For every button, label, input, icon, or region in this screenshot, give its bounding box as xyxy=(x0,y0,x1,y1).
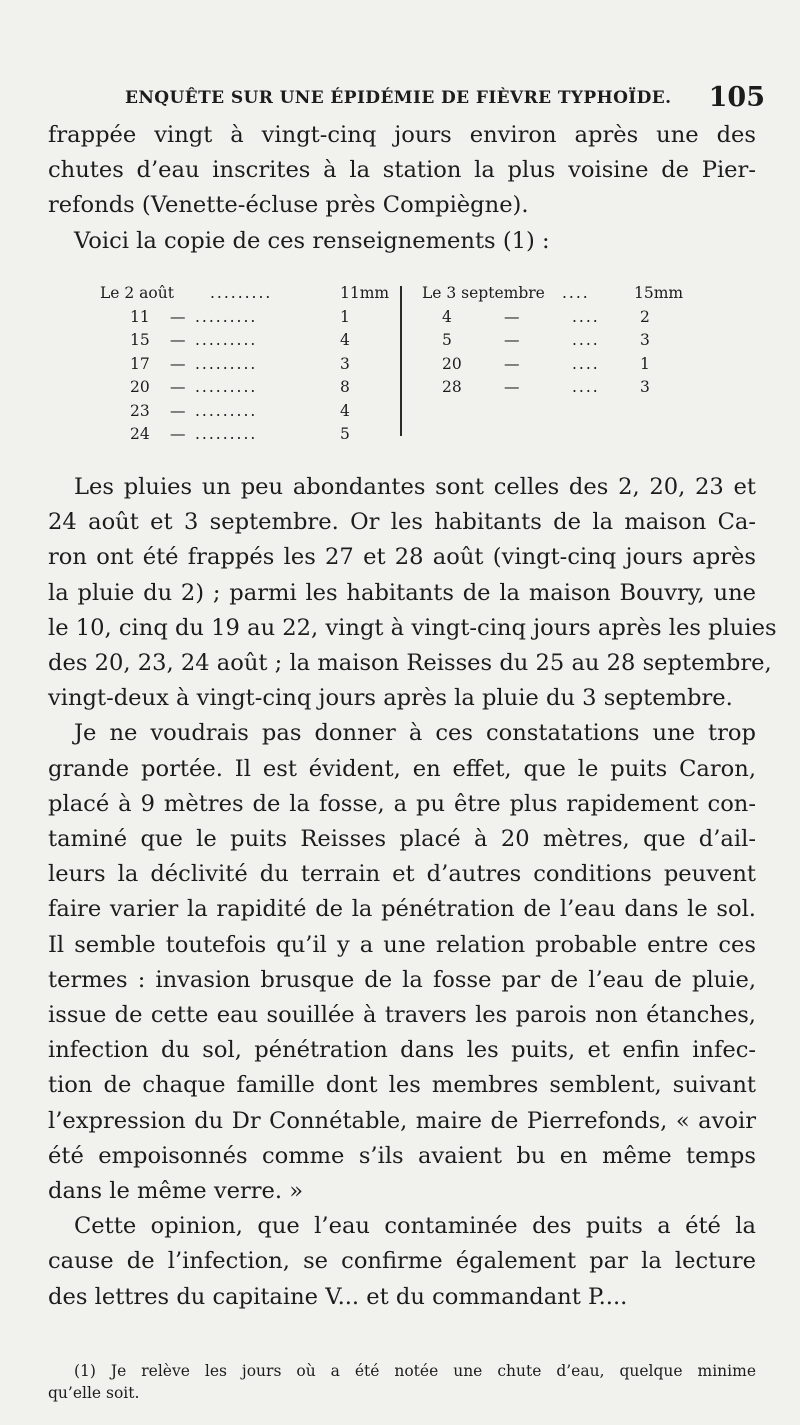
row-value: 3 xyxy=(340,354,350,373)
text-line: placé à 9 mètres de la fosse, a pu être plus rapidement con- xyxy=(48,790,756,817)
row-date: 11 xyxy=(130,307,150,326)
table-row xyxy=(422,376,712,400)
paragraph-continuation xyxy=(48,118,756,259)
text-line: la pluie du 2) ; parmi les habitants de la maison Bouvry, une xyxy=(48,579,756,606)
row-dash: — xyxy=(504,378,520,396)
row-value: 1 xyxy=(340,307,350,326)
text-line: grande portée. Il est évident, en effet, que le puits Caron, xyxy=(48,755,756,782)
text-line: chutes d’eau inscrites à la station la plus voisine de Pier- xyxy=(48,157,756,184)
footnote-line: (1) Je relève les jours où a été notée une chute d’eau, quelque minime xyxy=(74,1362,756,1380)
text-line: frappée vingt à vingt-cinq jours environ après une des xyxy=(48,122,756,148)
column-divider xyxy=(400,286,402,436)
table-row xyxy=(100,423,390,447)
row-date: 17 xyxy=(130,354,150,373)
row-value: 11mm xyxy=(340,284,390,302)
row-dash: — xyxy=(170,401,186,420)
row-date: 24 xyxy=(130,425,150,443)
row-value: 5 xyxy=(340,425,350,443)
row-leader: .... xyxy=(572,378,600,396)
row-value: 4 xyxy=(340,331,350,349)
table-row xyxy=(422,329,712,353)
text-line: été empoisonnés comme s’ils avaient bu en même temps xyxy=(48,1142,756,1169)
text-line: faire varier la rapidité de la pénétration de l’eau dans le sol. xyxy=(48,896,756,923)
paragraph-caution xyxy=(48,716,756,1209)
table-row xyxy=(422,353,712,377)
row-dash: — xyxy=(504,307,520,326)
footnote xyxy=(48,1360,756,1404)
page-number: 105 xyxy=(708,82,765,113)
text-line: des 20, 23, 24 août ; la maison Reisses du 25 au 28 septembre, xyxy=(48,650,772,677)
text-line: l’expression du Dr Connétable, maire de Pierrefonds, « avoir xyxy=(48,1107,756,1134)
row-leader: ......... xyxy=(195,425,258,443)
text-line: taminé que le puits Reisses placé à 20 mètres, que d’ail- xyxy=(48,826,756,853)
row-dash: — xyxy=(170,307,186,326)
row-leader: .... xyxy=(562,284,590,302)
text-line: Voici la copie de ces renseignements (1) : xyxy=(74,227,550,254)
row-leader: ......... xyxy=(195,354,258,373)
text-line: ron ont été frappés les 27 et 28 août (vingt-cinq jours après xyxy=(48,544,756,571)
text-line: 24 août et 3 septembre. Or les habitants de la maison Ca- xyxy=(48,509,756,536)
text-line: termes : invasion brusque de la fosse par de l’eau de pluie, xyxy=(48,966,756,993)
rainfall-table xyxy=(100,282,710,452)
row-date: 4 xyxy=(442,307,452,326)
row-date: Le 3 septembre xyxy=(422,284,545,302)
row-dash: — xyxy=(170,425,186,443)
running-title: ENQUÊTE SUR UNE ÉPIDÉMIE DE FIÈVRE TYPHOÏDE. xyxy=(125,88,672,108)
row-leader: ......... xyxy=(195,378,258,396)
row-date: 23 xyxy=(130,401,150,420)
table-row xyxy=(100,329,390,353)
text-line: Cette opinion, que l’eau contaminée des puits a été la xyxy=(74,1213,756,1240)
table-row xyxy=(100,353,390,377)
row-leader: ......... xyxy=(210,284,273,302)
text-line: tion de chaque famille dont les membres semblent, suivant xyxy=(48,1072,756,1099)
row-value: 4 xyxy=(340,401,350,420)
footnote-line: qu’elle soit. xyxy=(48,1384,140,1402)
table-row xyxy=(422,282,712,306)
row-date: 28 xyxy=(442,378,462,396)
text-line: dans le même verre. » xyxy=(48,1178,304,1205)
table-row xyxy=(100,400,390,424)
text-line: refonds (Venette-écluse près Compiègne). xyxy=(48,192,529,219)
text-line: infection du sol, pénétration dans les puits, et enfin infec- xyxy=(48,1037,756,1064)
row-value: 2 xyxy=(640,307,650,326)
row-leader: .... xyxy=(572,307,600,326)
row-dash: — xyxy=(170,378,186,396)
row-dash: — xyxy=(504,354,520,373)
row-dash: — xyxy=(170,354,186,373)
main-text xyxy=(48,470,777,1315)
paragraph-rains xyxy=(48,470,777,716)
text-line: Les pluies un peu abondantes sont celles des 2, 20, 23 et xyxy=(74,474,756,500)
row-value: 8 xyxy=(340,378,350,396)
row-leader: ......... xyxy=(195,401,258,420)
row-date: 20 xyxy=(442,354,462,373)
row-leader: .... xyxy=(572,331,600,349)
row-date: 20 xyxy=(130,378,150,396)
row-value: 3 xyxy=(640,378,650,396)
text-line: issue de cette eau souillée à travers les parois non étanches, xyxy=(48,1002,756,1029)
row-date: Le 2 août xyxy=(100,284,174,302)
row-leader: ......... xyxy=(195,331,258,349)
text-line: le 10, cinq du 19 au 22, vingt à vingt-cinq jours après les pluies xyxy=(48,614,777,641)
row-date: 15 xyxy=(130,331,150,349)
text-line: cause de l’infection, se confirme également par la lecture xyxy=(48,1248,756,1275)
table-row xyxy=(100,282,390,306)
row-value: 1 xyxy=(640,354,650,373)
text-line: Il semble toutefois qu’il y a une relation probable entre ces xyxy=(48,931,756,958)
table-row xyxy=(422,306,712,330)
rainfall-column-september xyxy=(422,282,712,400)
table-row xyxy=(100,376,390,400)
row-leader: .... xyxy=(572,354,600,373)
row-date: 5 xyxy=(442,331,452,349)
row-leader: ......... xyxy=(195,307,258,326)
paragraph-opinion xyxy=(48,1209,756,1315)
text-line: vingt-deux à vingt-cinq jours après la pluie du 3 septembre. xyxy=(48,685,733,712)
row-value: 15mm xyxy=(634,284,684,302)
running-head xyxy=(125,80,765,114)
text-line: des lettres du capitaine V... et du commandant P.... xyxy=(48,1283,628,1310)
rainfall-column-august xyxy=(100,282,390,447)
row-dash: — xyxy=(504,331,520,349)
text-line: Je ne voudrais pas donner à ces constatations une trop xyxy=(74,720,756,747)
text-line: leurs la déclivité du terrain et d’autres conditions peuvent xyxy=(48,861,756,888)
row-dash: — xyxy=(170,331,186,349)
row-value: 3 xyxy=(640,331,650,349)
table-row xyxy=(100,306,390,330)
